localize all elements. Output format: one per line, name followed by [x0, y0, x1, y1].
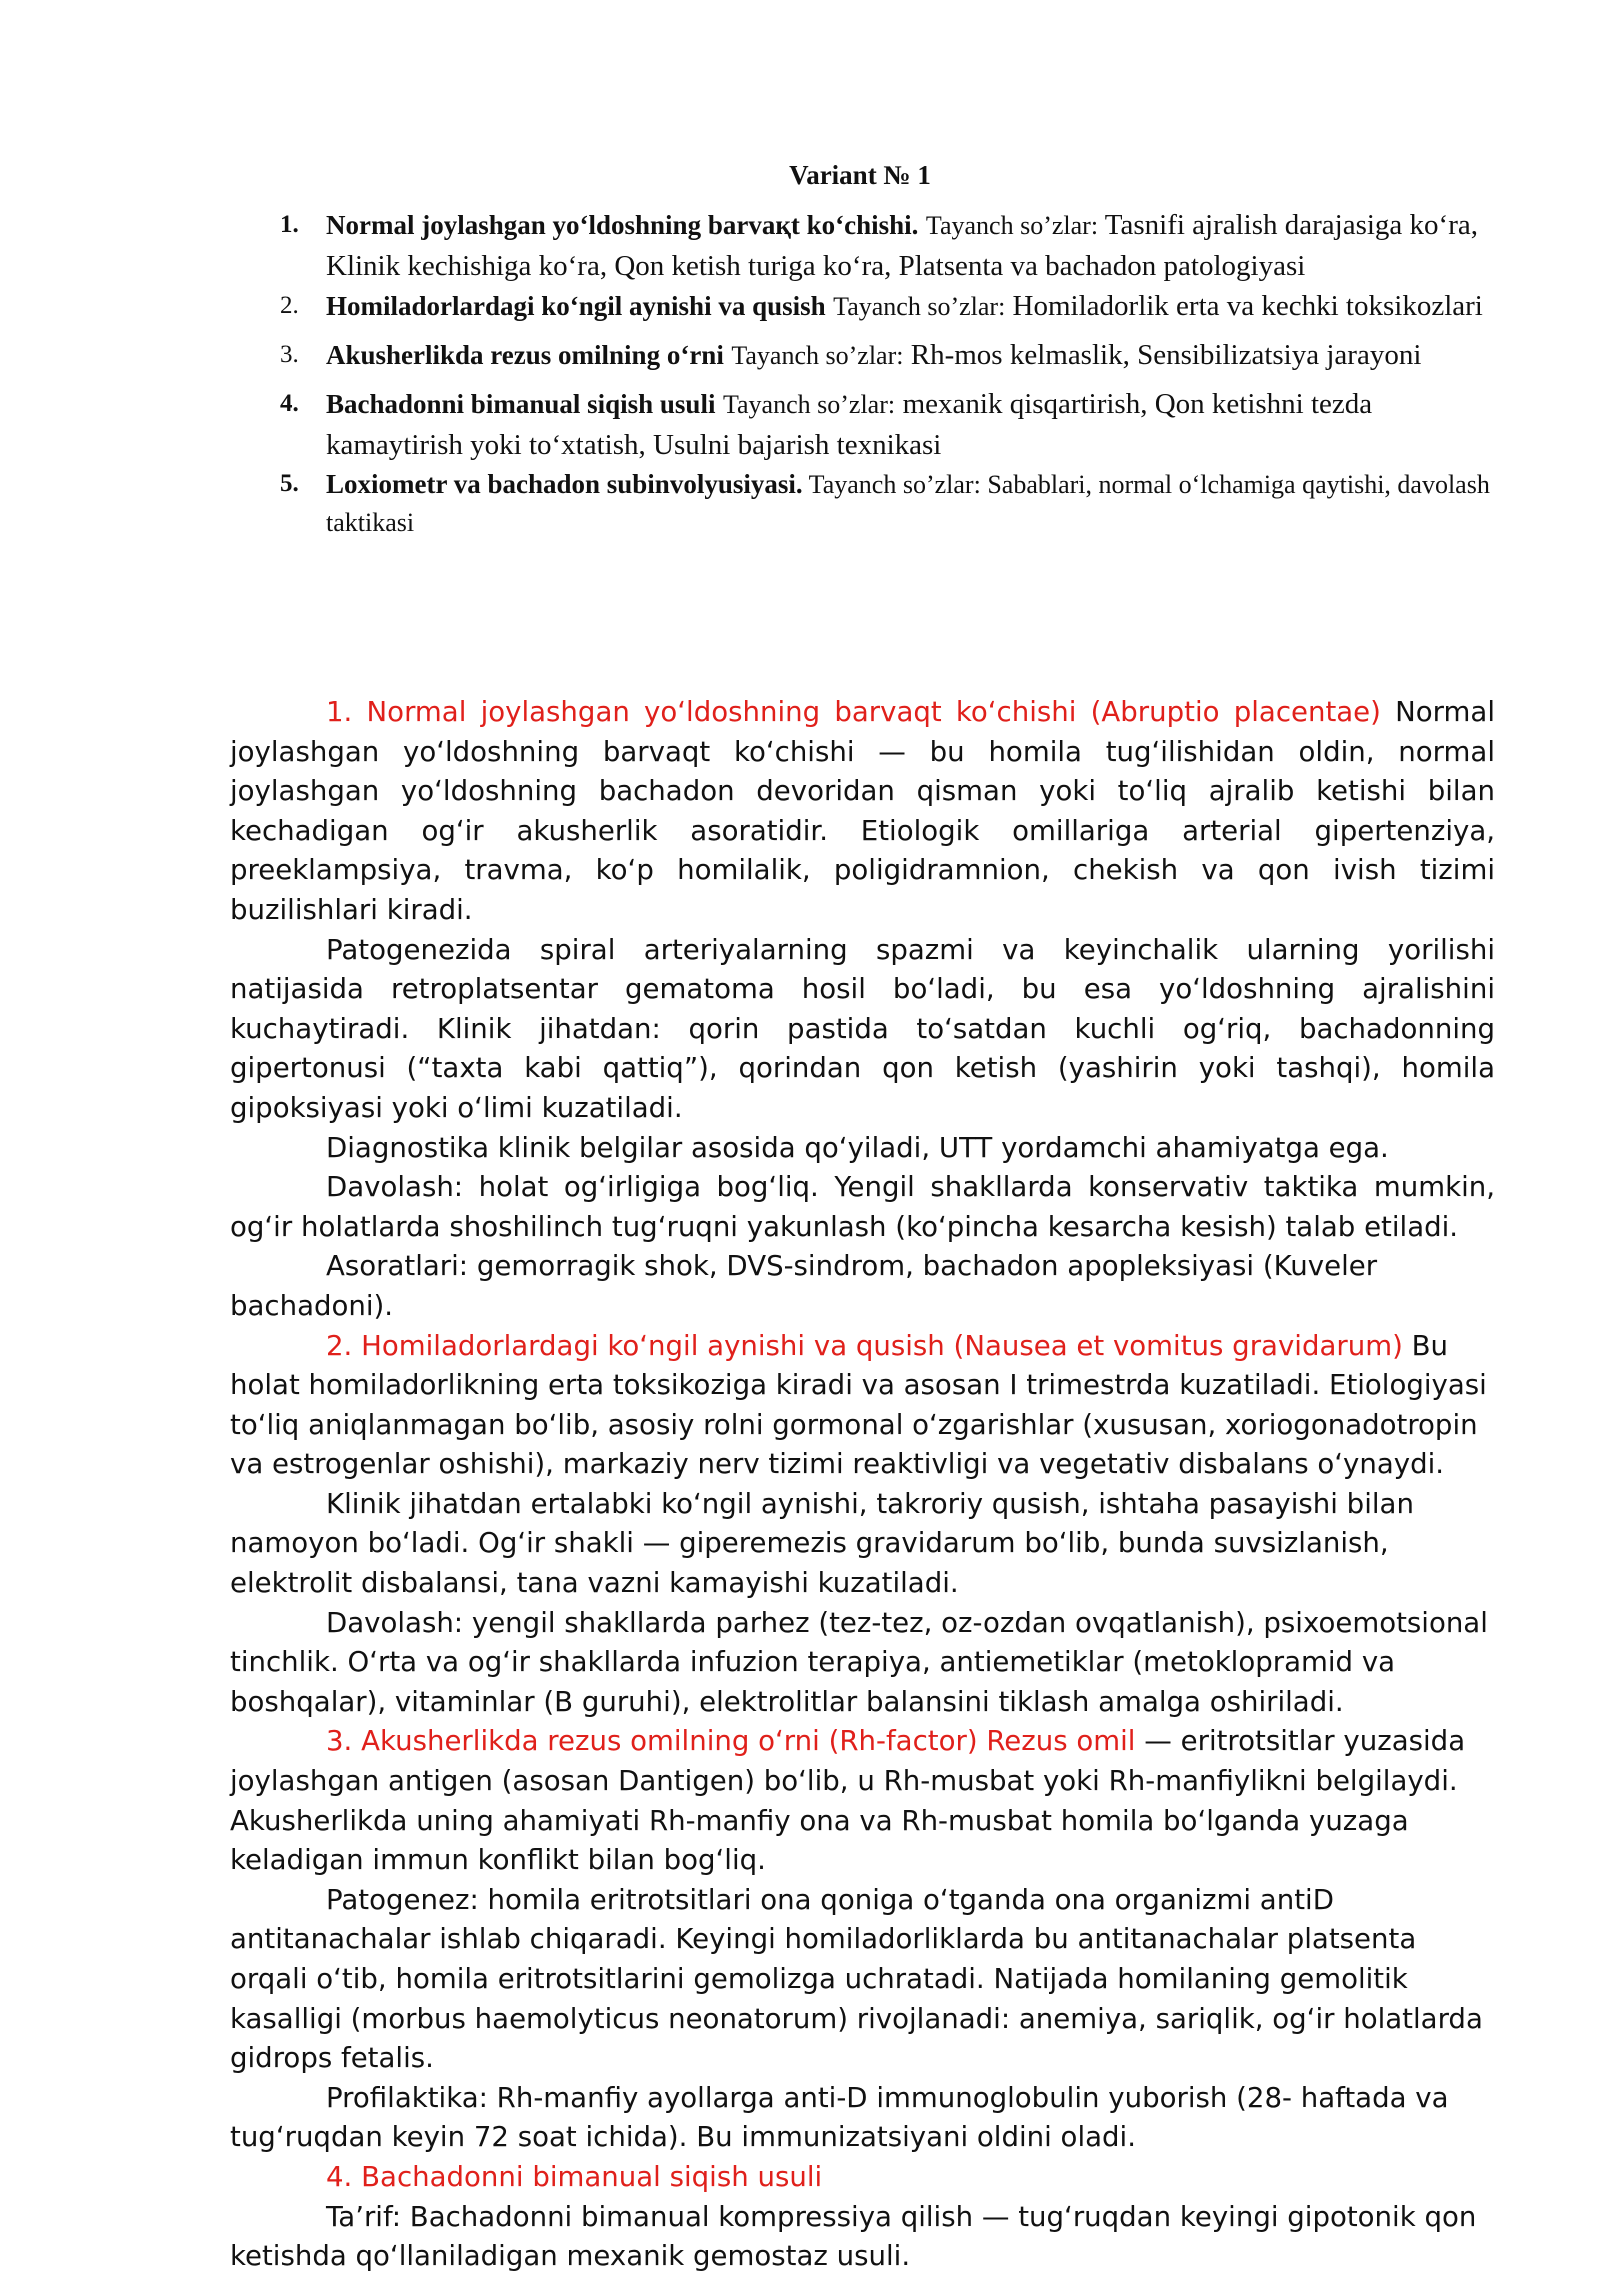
question-number: 4. [280, 390, 299, 417]
section-lead: Bu holat homiladorlikning erta toksikoziga kiradi va asosan I trimestrda kuzatiladi. Etiologiyasi toʻliq aniqlanmagan boʻlib, asosiy rolni gormonal oʻzgarishlar (xususan, xoriogonadotropin va estrogenlar oshishi), markaziy nerv tizimi reaktivligi va vegetativ disbalans oʻynaydi. [230, 1328, 1487, 1481]
question-number: 5. [280, 470, 299, 497]
question-item [280, 335, 1500, 376]
section-paragraph: Klinik jihatdan ertalabki koʻngil aynishi, takroriy qusish, ishtaha pasayishi bilan namoyon boʻladi. Ogʻir shakli — giperemezis gravidarum boʻlib, bunda suvsizlanish, elektrolit disbalansi, tana vazni kamayishi kuzatiladi. [230, 1486, 1414, 1600]
section-paragraph: Patogenez: homila eritrotsitlari ona qoniga oʻtganda ona organizmi antiD antitanachalar ishlab chiqaradi. Keyingi homiladorliklarda bu antitanachalar platsenta orqali oʻtib, homila eritrotsitlarini gemolizga uchratadi. Natijada homilaning gemolitik kasalligi (morbus haemolyticus neonatorum) rivojlanadi: anemiya, sariqlik, ogʻir holatlarda gidrops fetalis. [230, 1882, 1483, 2075]
section-paragraph [230, 692, 1495, 930]
question-keywords: Tasnifi ajralish darajasiga koʻra, Klinik kechishiga koʻra, Qon ketish turiga koʻra, Platsenta va bachadon patologiyasi [326, 209, 1478, 282]
section-heading: 2. Homiladorlardagi koʻngil aynishi va qusish (Nausea et vomitus gravidarum) [326, 1328, 1403, 1362]
section-paragraph: Davolash: holat ogʻirligiga bogʻliq. Yengil shakllarda konservativ taktika mumkin, ogʻir holatlarda shoshilinch tugʻruqni yakunlash (koʻpincha kesarcha kesish) talab etiladi. [230, 1170, 1495, 1243]
question-heading: Homiladorlardagi koʻngil aynishi va qusish [326, 291, 826, 321]
question-keywords: Homiladorlik erta va kechki toksikozlari [1005, 290, 1483, 322]
question-heading: Normal joylashgan yoʻldoshning barvaқt koʻchishi. [326, 210, 919, 240]
section-lead: — eritrotsitlar yuzasida joylashgan antigen (asosan Dantigen) boʻlib, u Rh-musbat yoki Rh-manfiylikni belgilaydi. Akusherlikda uning ahamiyati Rh-manfiy ona va Rh-musbat homila boʻlganda yuzaga keladigan immun konflikt bilan bogʻliq. [230, 1724, 1466, 1877]
section-paragraph [230, 1721, 1495, 1879]
section-paragraph: Patogenezida spiral arteriyalarning spazmi va keyinchalik ularning yorilishi natijasida retroplatsentar gematoma hosil boʻladi, bu esa yoʻldoshning ajralishini kuchaytiradi. Klinik jihatdan: qorin pastida toʻsatdan kuchli ogʻriq, bachadonning gipertonusi (“taxta kabi qattiq”), qorindan qon ketish (yashirin yoki tashqi), homila gipoksiyasi yoki oʻlimi kuzatiladi. [230, 932, 1495, 1124]
question-heading: Akusherlikda rezus omilning oʻrni [326, 340, 724, 370]
question-heading: Loxiometr va bachadon subinvolyusiyasi. [326, 469, 803, 499]
question-heading: Bachadonni bimanual siqish usuli [326, 389, 716, 419]
section-heading: 1. Normal joylashgan yoʻldoshning barvaqt koʻchishi (Abruptio placentae) [326, 695, 1381, 728]
question-list [280, 205, 1500, 542]
answer-body [230, 692, 1495, 2276]
section-heading: 3. Akusherlikda rezus omilning oʻrni (Rh-factor) Rezus omil [326, 1724, 1136, 1758]
question-number: 2. [280, 292, 299, 319]
section-paragraph: Diagnostika klinik belgilar asosida qoʻyiladi, UTT yordamchi ahamiyatga ega. [326, 1130, 1389, 1164]
question-keywords: mexanik qisqartirish, Qon ketishni tezda kamaytirish yoki toʻxtatish, Usulni bajarish texnikasi [326, 388, 1373, 461]
keyword-label: Tayanch so’zlar: [808, 470, 981, 499]
question-item [280, 286, 1500, 327]
section-paragraph [230, 2157, 1495, 2197]
section-lead: Normal joylashgan yoʻldoshning barvaqt koʻchishi — bu homila tugʻilishidan oldin, normal joylashgan yoʻldoshning bachadon devoridan qisman yoki toʻliq ajralib ketishi bilan kechadigan ogʻir akusherlik asoratidir. Etiologik omillariga arterial gipertenziya, preeklampsiya, travma, koʻp homilalik, poligidramnion, chekish va qon ivish tizimi buzilishlari kiradi. [230, 695, 1495, 926]
question-item [280, 465, 1500, 542]
section-paragraph: Asoratlari: gemorragik shok, DVS-sindrom, bachadon apopleksiyasi (Kuveler bachadoni). [230, 1249, 1378, 1322]
section-paragraph: Profilaktika: Rh-manfiy ayollarga anti-D immunoglobulin yuborish (28- haftada va tugʻruqdan keyin 72 soat ichida). Bu immunizatsiyani oldini oladi. [230, 2080, 1449, 2154]
keyword-label: Tayanch so’zlar: [722, 390, 896, 419]
section-paragraph: Davolash: yengil shakllarda parhez (tez-tez, oz-ozdan ovqatlanish), psixoemotsional tinchlik. Oʻrta va ogʻir shakllarda infuzion terapiya, antiemetiklar (metoklopramid va boshqalar), vitaminlar (B guruhi), elektrolitlar balansini tiklash amalga oshiriladi. [230, 1605, 1488, 1718]
question-keywords: Sabablari, normal oʻlchamiga qaytishi, davolash taktikasi [326, 470, 1490, 537]
section-heading: 4. Bachadonni bimanual siqish usuli [326, 2159, 823, 2193]
question-item [280, 205, 1500, 286]
question-item [280, 384, 1500, 465]
page-title: Variant № 1 [789, 160, 931, 190]
keyword-label: Tayanch so’zlar: [925, 211, 1099, 240]
keyword-label: Tayanch so’zlar: [731, 341, 904, 370]
keyword-label: Tayanch so’zlar: [833, 292, 1006, 321]
section-paragraph [230, 1326, 1495, 1484]
question-keywords: Rh-mos kelmaslik, Sensibilizatsiya jarayoni [903, 339, 1422, 371]
question-number: 3. [280, 341, 299, 368]
question-number: 1. [280, 211, 299, 238]
section-paragraph: Ta’rif: Bachadonni bimanual kompressiya qilish — tugʻruqdan keyingi gipotonik qon ketishda qoʻllaniladigan mexanik gemostaz usuli. [230, 2199, 1477, 2273]
